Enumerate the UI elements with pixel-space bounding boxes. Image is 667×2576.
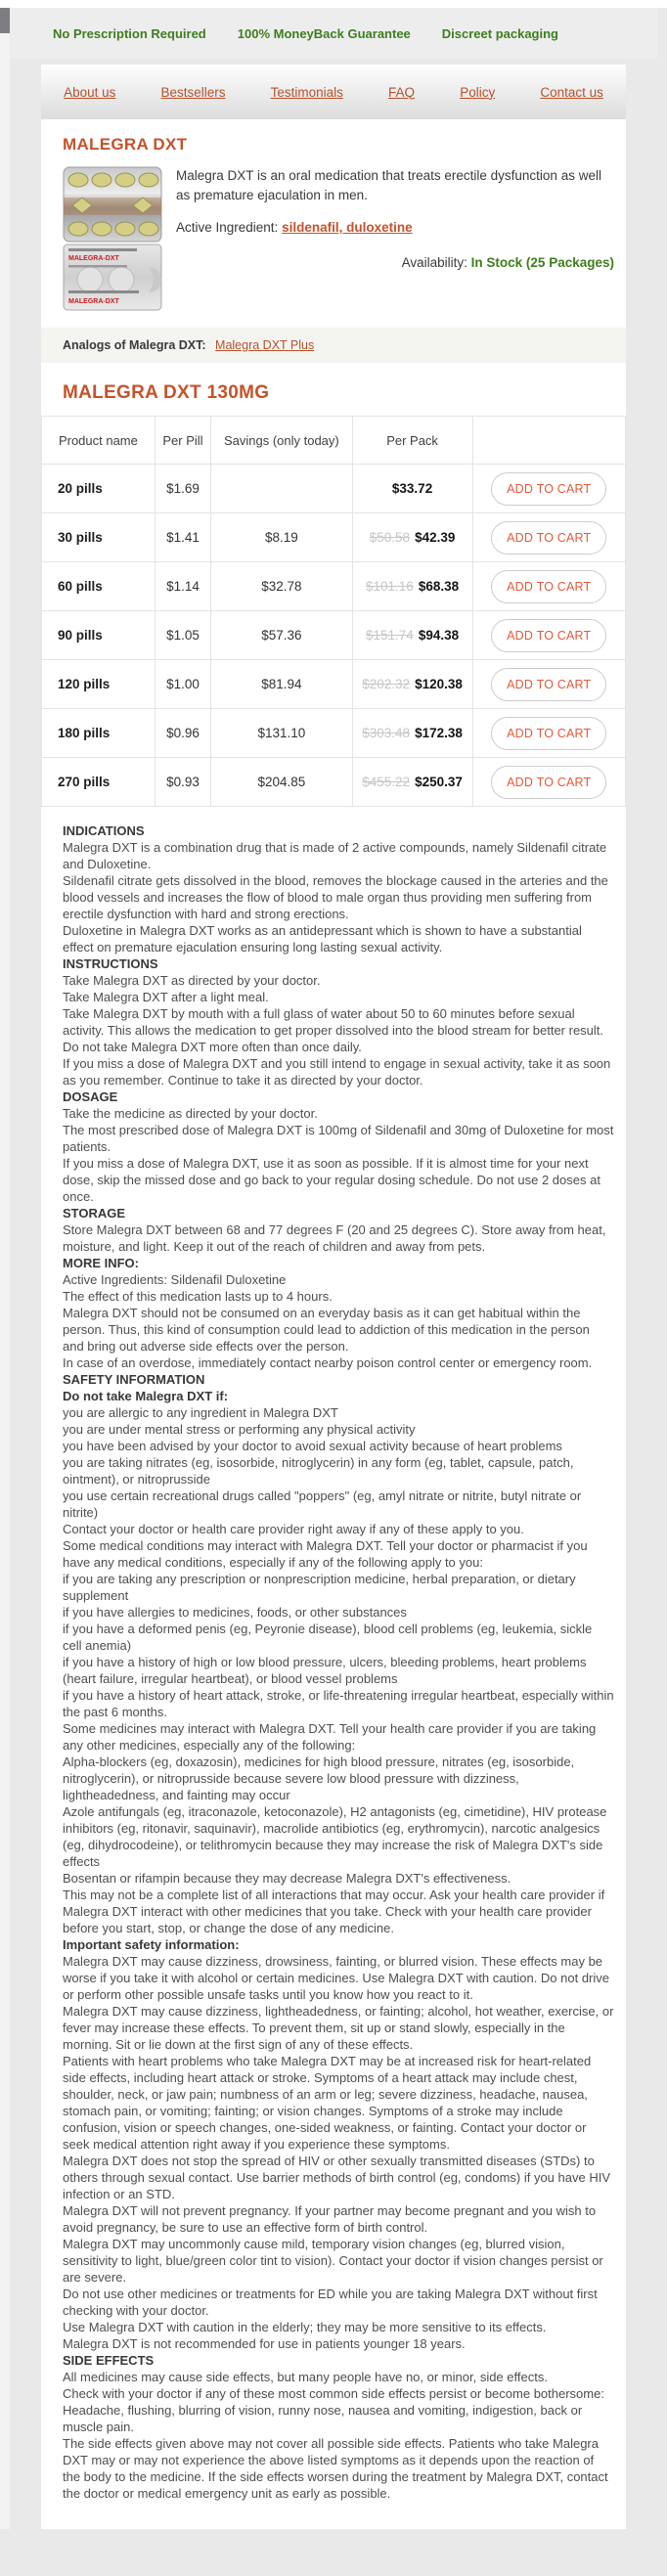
add-to-cart-button[interactable]: ADD TO CART — [491, 570, 606, 603]
add-to-cart-button[interactable]: ADD TO CART — [491, 717, 606, 750]
product-name-cell: 180 pills — [42, 709, 156, 758]
cart-cell — [472, 660, 625, 709]
pack-price: $33.72 — [391, 481, 433, 496]
info-paragraph: Do not take Malegra DXT more often than once daily. — [63, 1040, 362, 1054]
old-price: $50.58 — [369, 530, 411, 545]
topbar-item-discreet-packaging: Discreet packaging — [441, 25, 558, 41]
price-row — [42, 513, 626, 562]
savings-cell: $131.10 — [211, 709, 352, 758]
info-paragraph: Take Malegra DXT by mouth with a full glass of water about 50 to 60 minutes before sexual activity. This allows the medication to get proper dissolved into the blood stream for better result. — [63, 1006, 604, 1038]
info-paragraph: Azole antifungals (eg, itraconazole, ketoconazole), H2 antagonists (eg, cimetidine), HIV protease inhibitors (eg, ritonavir, saquinavir), macrolide antibiotics (eg, erythromycin), narcotic analgesics (eg, dihydrocodeine), or telithromycin because they may increase the risk of Malegra DXT's side effects — [63, 1804, 607, 1869]
info-paragraph: Some medical conditions may interact with Malegra DXT. Tell your doctor or pharmacist if you have any medical conditions, especially if any of the following apply to you: — [63, 1538, 588, 1570]
price-table — [41, 416, 626, 807]
price-row — [42, 611, 626, 660]
old-price: $303.48 — [362, 726, 411, 740]
info-paragraph: The side effects given above may not cover all possible side effects. Patients who take Malegra DXT may or may not experience the above listed symptoms as it depends upon the reaction of the body to the medicine. If the side effects worsen during the treatment by Malegra DXT, contact the doctor or medical emergency unit as early as possible. — [63, 2436, 608, 2501]
info-section-heading-side-effects: SIDE EFFECTS — [63, 2353, 155, 2368]
info-paragraph: you use certain recreational drugs called "poppers" (eg, amyl nitrate or nitrite, butyl nitrate or nitrite) — [63, 1488, 582, 1520]
product-name-cell: 30 pills — [42, 513, 156, 562]
info-section-heading-storage: STORAGE — [63, 1206, 126, 1221]
add-to-cart-button[interactable]: ADD TO CART — [491, 668, 606, 701]
info-paragraph: you are allergic to any ingredient in Malegra DXT — [63, 1405, 338, 1420]
info-paragraph: you are under mental stress or performing any physical activity — [63, 1422, 416, 1437]
info-section-heading-dosage: DOSAGE — [63, 1089, 118, 1104]
column-header: Savings (only today) — [211, 417, 352, 465]
per-pack-cell — [352, 758, 472, 807]
info-paragraph: Take Malegra DXT as directed by your doctor. — [63, 973, 321, 988]
info-paragraph: you have been advised by your doctor to avoid sexual activity because of heart problems — [63, 1439, 562, 1453]
topbar — [10, 8, 657, 59]
info-paragraph: if you have a deformed penis (eg, Peyronie disease), blood cell problems (eg, leukemia, sickle cell anemia) — [63, 1621, 593, 1653]
info-paragraph: Some medicines may interact with Malegra DXT. Tell your health care provider if you are taking any other medicines, especially any of the following: — [63, 1721, 597, 1753]
page — [10, 8, 657, 2529]
old-price: $202.32 — [362, 677, 411, 691]
product-info — [162, 166, 616, 316]
cart-cell — [472, 611, 625, 660]
info-section-heading-more-info: MORE INFO: — [63, 1256, 139, 1270]
info-paragraph: Active Ingredients: Sildenafil Duloxetine — [63, 1272, 287, 1287]
add-to-cart-button[interactable]: ADD TO CART — [491, 472, 606, 506]
info-paragraph: Malegra DXT should not be consumed on an everyday basis as it can get habitual within the person. Thus, this kind of consumption could lead to addiction of this medication in the person and bring out adverse side effects over the person. — [63, 1306, 590, 1354]
info-section-heading-important-safety-information: Important safety information: — [63, 1937, 240, 1952]
pack-price: $68.38 — [418, 579, 460, 594]
info-section-heading-safety-information: SAFETY INFORMATION — [63, 1372, 205, 1387]
price-row — [42, 465, 626, 513]
nav-link-about-us[interactable]: About us — [64, 84, 116, 100]
cart-cell — [472, 709, 625, 758]
savings-cell: $204.85 — [211, 758, 352, 807]
old-price: $101.16 — [366, 579, 414, 594]
info-paragraph: Contact your doctor or health care provider right away if any of these apply to you. — [63, 1522, 524, 1536]
info-paragraph: Duloxetine in Malegra DXT works as an antidepressant which is shown to have a substantial effect on premature ejaculation ensuring long lasting sexual activity. — [63, 923, 582, 955]
info-paragraph: Use Malegra DXT with caution in the elderly; they may be more sensitive to its effects. — [63, 2320, 547, 2334]
column-header: Per Pack — [352, 417, 472, 465]
info-paragraph: Sildenafil citrate gets dissolved in the blood, removes the blockage caused in the arteries and the blood vessels and increases the flow of blood to male organ thus providing men suffering from erectile dysfunction with hard and strong erections. — [63, 873, 608, 921]
info-paragraph: This may not be a complete list of all interactions that may occur. Ask your health care provider if Malegra DXT interact with other medicines that you take. Check with your health care provider before you start, stop, or change the dose of any medicine. — [63, 1888, 605, 1935]
info-paragraph: Bosentan or rifampin because they may decrease Malegra DXT's effectiveness. — [63, 1871, 511, 1886]
active-ingredient-link[interactable]: sildenafil, duloxetine — [282, 220, 413, 236]
content-panel — [41, 119, 626, 2529]
info-paragraph: Alpha-blockers (eg, doxazosin), medicines for high blood pressure, nitrates (eg, isosorbide, nitroglycerin), or nitroprusside because severe low blood pressure with dizziness, lightheadedness, and fainting may occur — [63, 1754, 575, 1802]
cart-cell — [472, 513, 625, 562]
info-paragraph: if you have allergies to medicines, foods, or other substances — [63, 1605, 407, 1620]
analogs-link[interactable]: Malegra DXT Plus — [215, 338, 315, 352]
add-to-cart-button[interactable]: ADD TO CART — [491, 521, 606, 555]
price-row — [42, 709, 626, 758]
scrollbar-thumb[interactable] — [0, 8, 10, 33]
nav-link-bestsellers[interactable]: Bestsellers — [160, 84, 226, 100]
per-pill-cell: $1.69 — [155, 465, 210, 513]
product-name-cell: 270 pills — [42, 758, 156, 807]
nav-link-contact-us[interactable]: Contact us — [540, 84, 603, 100]
nav-link-testimonials[interactable]: Testimonials — [270, 84, 343, 100]
price-row — [42, 562, 626, 611]
info-paragraph: The effect of this medication lasts up to 4 hours. — [63, 1289, 333, 1304]
price-table-header-row — [42, 417, 626, 465]
price-row — [42, 660, 626, 709]
price-row — [42, 758, 626, 807]
info-paragraph: Check with your doctor if any of these most common side effects persist or become bothersome: — [63, 2386, 604, 2401]
info-paragraph: Malegra DXT will not prevent pregnancy. If your partner may become pregnant and you wish to avoid pregnancy, be sure to use an effective form of birth control. — [63, 2203, 597, 2235]
info-paragraph: Headache, flushing, blurring of vision, runny nose, nausea and vomiting, indigestion, back or muscle pain. — [63, 2403, 583, 2434]
savings-cell: $81.94 — [211, 660, 352, 709]
info-paragraph: Malegra DXT may cause dizziness, drowsiness, fainting, or blurred vision. These effects may be worse if you take it with alcohol or certain medicines. Use Malegra DXT with caution. Do not drive or perform other possible unsafe tasks until you know how you react to it. — [63, 1954, 610, 2002]
add-to-cart-button[interactable]: ADD TO CART — [491, 766, 606, 799]
info-paragraph: Malegra DXT does not stop the spread of HIV or other sexually transmitted diseases (STDs) to others through sexual contact. Use barrier methods of birth control (eg, condoms) if you have HIV infection or an STD. — [63, 2154, 610, 2201]
info-section-heading-do-not-take-malegra-dxt-if: Do not take Malegra DXT if: — [63, 1389, 229, 1403]
info-paragraph: Malegra DXT may uncommonly cause mild, temporary vision changes (eg, blurred vision, sensitivity to light, blue/green color tint to vision). Contact your doctor if vision changes persist or are severe. — [63, 2237, 603, 2285]
pack-price: $120.38 — [415, 677, 463, 691]
cart-cell — [472, 465, 625, 513]
per-pack-cell — [352, 465, 472, 513]
per-pack-cell — [352, 611, 472, 660]
old-price: $151.74 — [366, 628, 414, 643]
per-pack-cell — [352, 513, 472, 562]
analogs-label: Analogs of Malegra DXT: — [63, 338, 206, 352]
top-white-strip — [0, 0, 667, 8]
info-paragraph: if you have a history of heart attack, stroke, or life-threatening irregular heartbeat, especially within the past 6 months. — [63, 1688, 614, 1719]
info-paragraph: if you are taking any prescription or nonprescription medicine, herbal preparation, or dietary supplement — [63, 1572, 576, 1603]
per-pack-cell — [352, 709, 472, 758]
product-name-cell: 90 pills — [42, 611, 156, 660]
per-pill-cell: $0.93 — [155, 758, 210, 807]
product-description: Malegra DXT is an oral medication that treats erectile dysfunction as well as premature ejaculation in men. — [176, 168, 601, 202]
savings-cell: $32.78 — [211, 562, 352, 611]
main-nav — [41, 65, 626, 119]
product-name-cell: 20 pills — [42, 465, 156, 513]
svg-text:MALEGRA-DXT: MALEGRA-DXT — [68, 255, 119, 262]
info-paragraph: Take the medicine as directed by your doctor. — [63, 1106, 318, 1121]
drug-information — [41, 807, 626, 2513]
nav-link-faq[interactable]: FAQ — [388, 84, 416, 100]
analogs-bar — [41, 328, 626, 363]
pack-price: $42.39 — [415, 530, 456, 545]
pack-price: $172.38 — [415, 726, 463, 740]
page-title: MALEGRA DXT — [63, 135, 188, 154]
info-paragraph: Do not use other medicines or treatments for ED while you are taking Malegra DXT without first checking with your doctor. — [63, 2287, 598, 2318]
info-section-heading-instructions: INSTRUCTIONS — [63, 956, 158, 971]
savings-cell: $57.36 — [211, 611, 352, 660]
column-header: Per Pill — [155, 417, 210, 465]
pack-price: $94.38 — [418, 628, 460, 643]
per-pack-cell — [352, 562, 472, 611]
column-header — [472, 417, 625, 465]
per-pill-cell: $0.96 — [155, 709, 210, 758]
availability-value: In Stock (25 Packages) — [470, 254, 614, 270]
old-price: $455.22 — [362, 775, 411, 789]
product-name-cell: 60 pills — [42, 562, 156, 611]
svg-text:MALEGRA-DXT: MALEGRA-DXT — [68, 298, 119, 305]
info-paragraph: Take Malegra DXT after a light meal. — [63, 990, 269, 1004]
info-paragraph: Store Malegra DXT between 68 and 77 degrees F (20 and 25 degrees C). Store away from heat, moisture, and light. Keep it out of the reach of children and away from pets. — [63, 1222, 606, 1254]
info-paragraph: Malegra DXT is not recommended for use in patients younger 18 years. — [63, 2336, 466, 2351]
cart-cell — [472, 758, 625, 807]
column-header: Product name — [42, 417, 156, 465]
per-pack-cell — [352, 660, 472, 709]
info-paragraph: In case of an overdose, immediately contact nearby poison control center or emergency room. — [63, 1355, 593, 1370]
info-paragraph: Malegra DXT is a combination drug that is made of 2 active compounds, namely Sildenafil citrate and Duloxetine. — [63, 840, 607, 871]
pill-blister-illustration — [63, 166, 162, 311]
info-paragraph: The most prescribed dose of Malegra DXT is 100mg of Sildenafil and 30mg of Duloxetine for most patients. — [63, 1123, 614, 1154]
per-pill-cell: $1.05 — [155, 611, 210, 660]
page-left-gutter — [0, 8, 10, 2529]
info-paragraph: If you miss a dose of Malegra DXT and you still intend to engage in sexual activity, take it as soon as you remember. Continue to take it as directed by your doctor. — [63, 1056, 611, 1088]
per-pill-cell: $1.14 — [155, 562, 210, 611]
active-ingredient-line — [176, 218, 616, 238]
savings-cell — [211, 465, 352, 513]
cart-cell — [472, 562, 625, 611]
pack-price: $250.37 — [415, 775, 463, 789]
pricing-title: MALEGRA DXT 130MG — [63, 382, 270, 403]
product-image — [63, 166, 162, 316]
availability-label: Availability: — [401, 254, 467, 270]
info-paragraph: Malegra DXT may cause dizziness, lightheadedness, or fainting; alcohol, hot weather, exercise, or fever may increase these effects. To prevent them, sit up or stand slowly, especially in the morning. Sit or lie down at the first sign of any of these effects. — [63, 2004, 614, 2052]
availability-line — [176, 253, 616, 273]
info-paragraph: you are taking nitrates (eg, isosorbide, nitroglycerin) in any form (eg, tablet, capsule, patch, ointment), or nitroprusside — [63, 1455, 574, 1487]
savings-cell: $8.19 — [211, 513, 352, 562]
info-paragraph: Patients with heart problems who take Malegra DXT may be at increased risk for heart-related side effects, including heart attack or stroke. Symptoms of a heart attack may include chest, shoulder, neck, or jaw pain; numbness of an arm or leg; severe dizziness, headache, nausea, stomach pain, or vomiting; fainting; or vision changes. Symptoms of a stroke may include confusion, vision or speech changes, one-sided weakness, or fainting. Contact your doctor or seek medical attention right away if you experience these symptoms. — [63, 2054, 592, 2152]
per-pill-cell: $1.00 — [155, 660, 210, 709]
topbar-item-100-moneyback-guarantee: 100% MoneyBack Guarantee — [237, 25, 411, 41]
info-paragraph: If you miss a dose of Malegra DXT, use it as soon as possible. If it is almost time for your next dose, skip the missed dose and go back to your regular dosing schedule. Do not use 2 doses at once. — [63, 1156, 600, 1204]
info-section-heading-indications: INDICATIONS — [63, 823, 145, 838]
add-to-cart-button[interactable]: ADD TO CART — [491, 619, 606, 652]
info-paragraph: if you have a history of high or low blood pressure, ulcers, bleeding problems, heart problems (heart failure, irregular heartbeat), or blood vessel problems — [63, 1655, 587, 1686]
product-summary — [41, 155, 626, 316]
per-pill-cell: $1.41 — [155, 513, 210, 562]
info-paragraph: All medicines may cause side effects, but many people have no, or minor, side effects. — [63, 2370, 548, 2384]
topbar-item-no-prescription-required: No Prescription Required — [53, 25, 206, 41]
nav-link-policy[interactable]: Policy — [460, 84, 496, 100]
active-ingredient-label: Active Ingredient: — [176, 220, 279, 236]
product-name-cell: 120 pills — [42, 660, 156, 709]
